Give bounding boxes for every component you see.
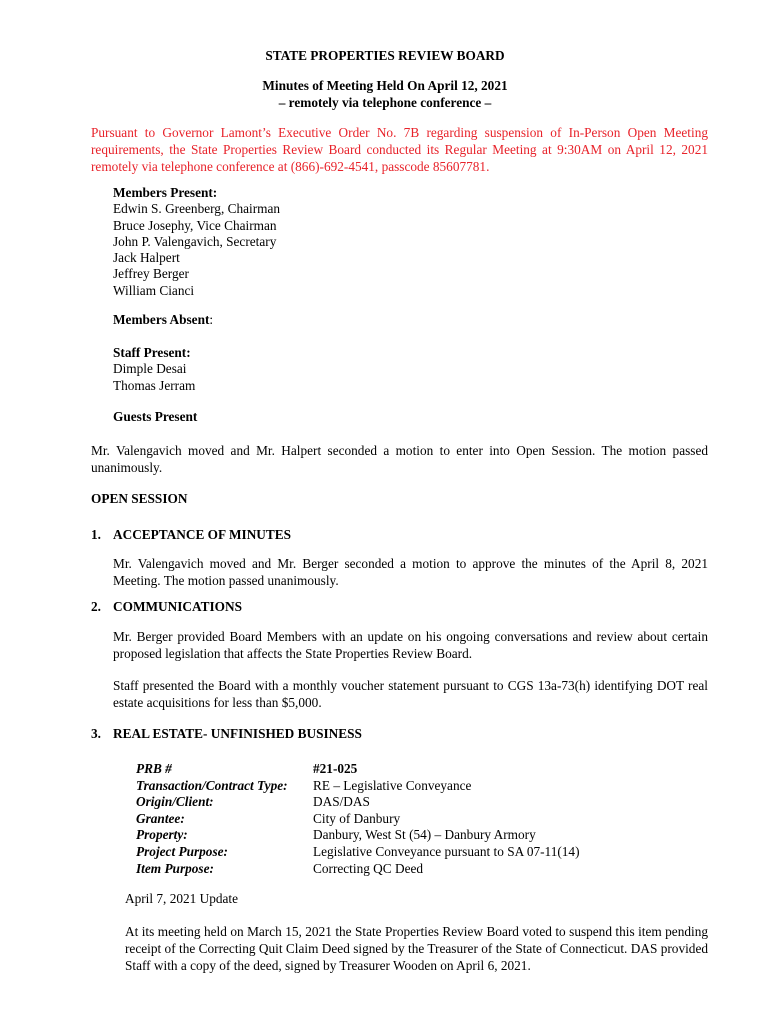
item-detail-value: RE – Legislative Conveyance (313, 777, 472, 793)
item-detail-row (136, 778, 580, 795)
open-session-heading: OPEN SESSION (91, 491, 188, 506)
member-name: Jack Halpert (113, 250, 180, 266)
item-detail-value: Correcting QC Deed (313, 860, 424, 876)
member-name: John P. Valengavich, Secretary (113, 233, 277, 249)
item-detail-key: PRB # (136, 761, 172, 776)
member-name: Jeffrey Berger (113, 266, 189, 282)
meeting-format-subtitle: – remotely via telephone conference – (278, 95, 492, 110)
item-detail-value: City of Danbury (313, 810, 401, 826)
item-detail-row (136, 827, 580, 844)
item-detail-row (136, 861, 580, 878)
members-absent-colon: : (209, 312, 214, 327)
members-absent-label: Members Absent (113, 312, 210, 327)
section-heading-3 (91, 726, 362, 742)
open-session-motion: Mr. Valengavich moved and Mr. Halpert seconded a motion to enter into Open Session. The motion passed unanimously. (91, 443, 708, 475)
member-name: William Cianci (113, 282, 195, 298)
section-title: COMMUNICATIONS (113, 599, 243, 614)
item-detail-value: DAS/DAS (313, 794, 370, 810)
section-title: REAL ESTATE- UNFINISHED BUSINESS (113, 726, 362, 741)
staff-present-block (113, 345, 195, 394)
member-name: Edwin S. Greenberg, Chairman (113, 201, 281, 217)
section-number: 3. (91, 726, 101, 741)
item-detail-row (136, 811, 580, 828)
section-2-paragraph: Mr. Berger provided Board Members with an update on his ongoing conversations and review about certain proposed legislation that affects the State Properties Review Board. (113, 629, 708, 661)
members-absent-block (113, 312, 213, 328)
meeting-date-subtitle: Minutes of Meeting Held On April 12, 2021 (262, 78, 508, 93)
item-detail-key: Project Purpose: (136, 843, 228, 859)
item-detail-row (136, 761, 580, 778)
section-1-paragraph: Mr. Valengavich moved and Mr. Berger seconded a motion to approve the minutes of the April 8, 2021 Meeting. The motion passed unanimously. (113, 556, 708, 588)
item-detail-key: Item Purpose: (136, 860, 214, 876)
item-detail-value: Legislative Conveyance pursuant to SA 07-11(14) (313, 843, 580, 859)
item-details-table (136, 761, 580, 877)
item-detail-key: Origin/Client: (136, 794, 214, 810)
item-detail-value: #21-025 (313, 761, 358, 776)
update-paragraph: At its meeting held on March 15, 2021 the State Properties Review Board voted to suspend this item pending receipt of the Correcting Quit Claim Deed signed by the Treasurer of the State of Connecticut. DAS provided Staff with a copy of the deed, signed by Treasurer Wooden on April 6, 2021. (125, 924, 708, 973)
executive-order-notice: Pursuant to Governor Lamont’s Executive Order No. 7B regarding suspension of In-Person Open Meeting requirements, the State Properties Review Board conducted its Regular Meeting at 9:30AM on April 12, 2021 remotely via telephone conference at (866)-692-4541, passcode 85607781. (91, 125, 708, 174)
staff-name: Dimple Desai (113, 361, 187, 377)
document-title: STATE PROPERTIES REVIEW BOARD (265, 48, 505, 63)
item-detail-value: Danbury, West St (54) – Danbury Armory (313, 827, 536, 843)
section-2-paragraph: Staff presented the Board with a monthly voucher statement pursuant to CGS 13a-73(h) identifying DOT real estate acquisitions for less than $5,000. (113, 678, 708, 710)
section-title: ACCEPTANCE OF MINUTES (113, 527, 292, 542)
item-detail-key: Grantee: (136, 810, 185, 826)
item-detail-key: Property: (136, 827, 188, 843)
staff-name: Thomas Jerram (113, 377, 196, 393)
staff-present-label: Staff Present: (113, 345, 191, 360)
section-heading-1 (91, 527, 291, 543)
guests-present-label: Guests Present (113, 409, 198, 424)
item-detail-row (136, 844, 580, 861)
member-name: Bruce Josephy, Vice Chairman (113, 217, 277, 233)
update-heading: April 7, 2021 Update (125, 891, 239, 906)
section-number: 2. (91, 599, 101, 614)
members-present-label: Members Present: (113, 185, 218, 200)
members-present-block (113, 185, 280, 299)
item-detail-row (136, 794, 580, 811)
item-detail-key: Transaction/Contract Type: (136, 777, 288, 793)
section-heading-2 (91, 599, 242, 615)
section-number: 1. (91, 527, 101, 542)
